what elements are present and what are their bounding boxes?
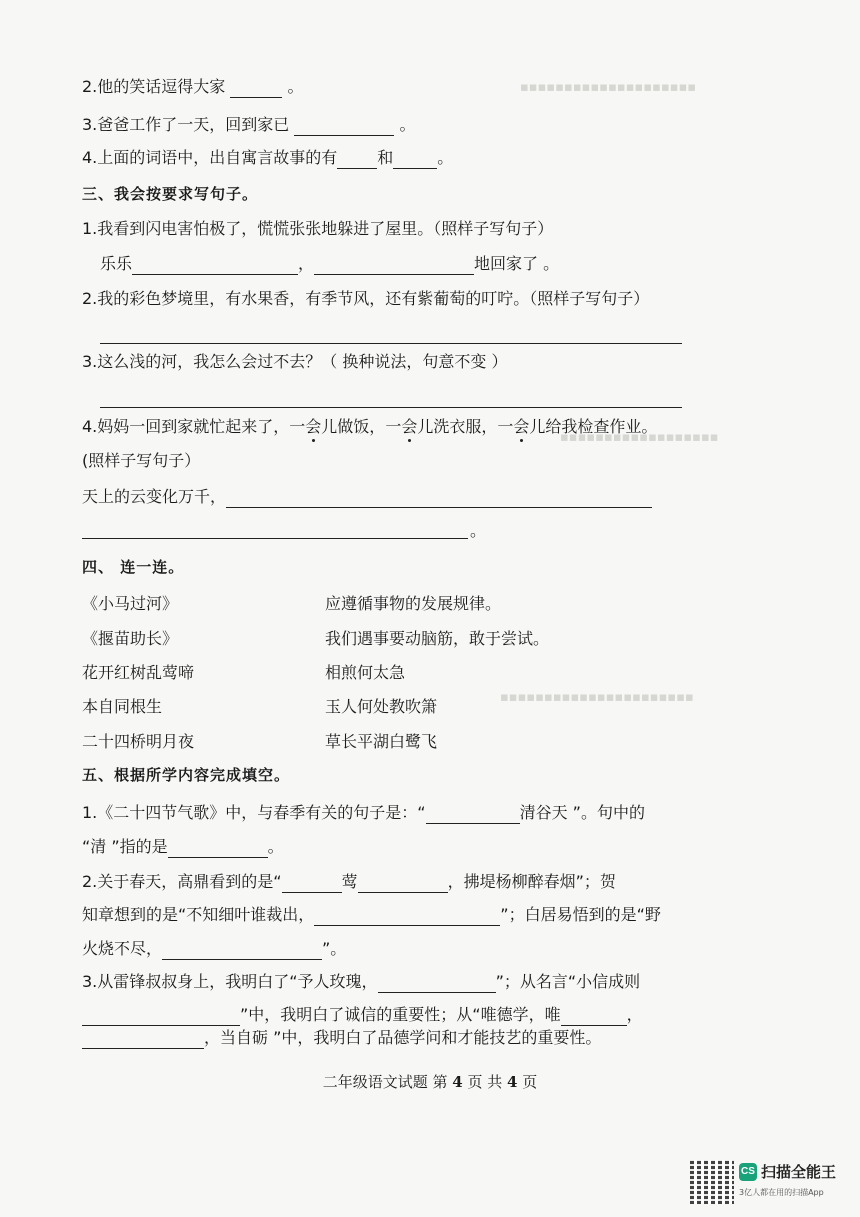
section-heading: 四、 连一连。 [82,558,185,576]
question-line: “清 ”指的是 。 [82,837,284,856]
question-line: 1.《二十四节气歌》中，与春季有关的句子是：“ 清谷天 ”。句中的 [82,803,645,822]
section-heading: 五、根据所学内容完成填空。 [82,766,291,784]
match-left-item[interactable]: 《揠苗助长》 [82,629,179,648]
question-text: 3.这么浅的河，我怎么会过不去？（ 换种说法，句意不变 ） [82,352,508,371]
bleed-through-text: ▪▪▪▪▪▪▪▪▪▪▪▪▪▪▪▪▪▪ [560,430,719,445]
question-line: ，当自砺 ”中，我明白了品德学问和才能技艺的重要性。 [82,1027,601,1049]
answer-blank[interactable] [314,256,474,275]
question-line: 2.他的笑话逗得大家 。 [82,77,304,96]
emphasis-dotted-text: 一会儿 [497,417,546,436]
answer-blank[interactable] [168,839,268,858]
question-note: (照样子写句子） [82,451,201,470]
period: 。 [470,521,487,540]
bleed-through-text: ▪▪▪▪▪▪▪▪▪▪▪▪▪▪▪▪▪▪▪▪ [520,80,697,95]
question-text: 2.我的彩色梦境里，有水果香，有季节风，还有紫葡萄的叮咛。（照样子写句子） [82,289,650,308]
page-number: 4 [452,1073,463,1091]
page-total: 4 [507,1073,518,1091]
answer-line: 天上的云变化万千， [82,486,652,508]
match-right-item[interactable]: 应遵循事物的发展规律。 [325,594,502,613]
answer-blank[interactable] [314,907,500,926]
answer-blank[interactable] [294,117,394,136]
match-right-item[interactable]: 相煎何太急 [325,663,406,682]
question-text: 1.我看到闪电害怕极了，慌慌张张地躲进了屋里。（照样子写句子） [82,219,554,238]
section-heading: 三、我会按要求写句子。 [82,185,259,203]
answer-blank[interactable] [426,805,520,824]
match-left-item[interactable]: 本自同根生 [82,697,163,716]
answer-blank[interactable] [230,79,282,98]
answer-blank[interactable] [561,1007,627,1026]
answer-line[interactable] [100,343,682,344]
match-left-item[interactable]: 二十四桥明月夜 [82,732,195,751]
answer-line[interactable] [82,538,468,539]
answer-line: 乐乐 ， 地回家了 。 [100,254,560,273]
question-line: 知章想到的是“不知细叶谁裁出， ”；白居易悟到的是“野 [82,905,661,924]
match-right-item[interactable]: 我们遇事要动脑筋，敢于尝试。 [325,629,550,648]
answer-blank[interactable] [82,1007,240,1026]
answer-blank[interactable] [82,1030,204,1049]
answer-blank[interactable] [132,256,298,275]
answer-blank[interactable] [337,150,377,169]
question-line: 4.上面的词语中，出自寓言故事的有 和 。 [82,148,454,167]
answer-blank[interactable] [393,150,437,169]
answer-blank[interactable] [162,941,322,960]
question-line: 火烧不尽， ”。 [82,939,347,958]
camscanner-logo: CS [739,1163,757,1181]
match-left-item[interactable]: 花开红树乱莺啼 [82,663,195,682]
question-line: 3.爸爸工作了一天，回到家已 。 [82,115,416,134]
question-line: 2.关于春天，高鼎看到的是“ 莺 ，拂堤杨柳醉春烟”；贺 [82,872,616,891]
question-line: 3.从雷锋叔叔身上，我明白了“予人玫瑰， ”；从名言“小信成则 [82,972,641,991]
answer-blank[interactable] [282,874,342,893]
match-right-item[interactable]: 玉人何处教吹箫 [325,697,438,716]
answer-blank[interactable] [378,974,496,993]
emphasis-dotted-text: 一会儿 [385,417,434,436]
page-footer: 二年级语文试题 第 4 页 共 4 页 [322,1073,538,1091]
bleed-through-text: ▪▪▪▪▪▪▪▪▪▪▪▪▪▪▪▪▪▪▪▪▪▪ [500,690,694,705]
match-left-item[interactable]: 《小马过河》 [82,594,179,613]
match-right-item[interactable]: 草长平湖白鹭飞 [325,732,438,751]
answer-line[interactable] [100,407,682,408]
qr-code-icon [690,1160,734,1204]
emphasis-dotted-text: 一会儿 [289,417,338,436]
scanner-tagline: 3亿人都在用的扫描App [739,1188,824,1197]
answer-blank[interactable] [226,489,652,508]
scanner-app-name: 扫描全能王 [761,1163,837,1181]
question-line: ”中，我明白了诚信的重要性；从“唯德学，唯 ， [82,1004,643,1026]
answer-blank[interactable] [358,874,448,893]
question-text: 4.妈妈一回到家就忙起来了，一会儿做饭，一会儿洗衣服，一会儿给我检查作业。 [82,417,658,436]
